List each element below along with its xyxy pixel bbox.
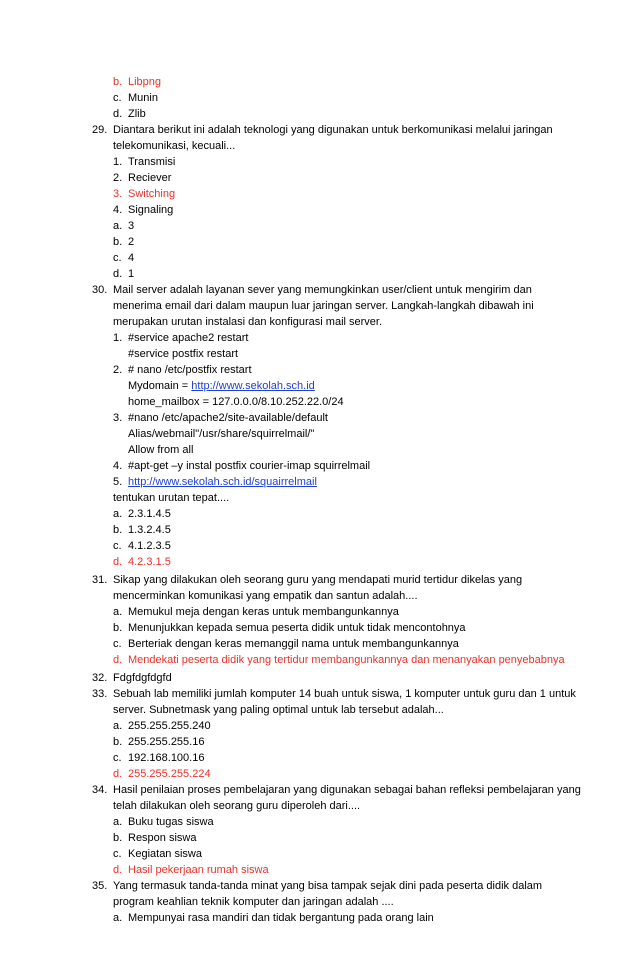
question-30-stem-cont: menerima email dari dalam maupun luar jaringan server. Langkah-langkah dibawah ini: [113, 300, 534, 312]
question-30-step-5: 5. http://www.sekolah.sch.id/squairrelmail: [113, 476, 317, 488]
question-29-item-answer: 3. Switching: [113, 188, 176, 200]
question-30-prompt: tentukan urutan tepat....: [113, 492, 230, 504]
question-number: 32.: [92, 672, 108, 684]
question-31-stem-cont: mencerminkan komunikasi yang empatik dan santun adalah....: [113, 590, 418, 602]
question-31-option: c. Berteriak dengan keras memanggil nama untuk membangunkannya: [113, 638, 459, 650]
question-35-stem-cont: program keahlian teknik komputer dan jaringan adalah ....: [113, 896, 394, 908]
question-30-step-4: 4. #apt-get –y instal postfix courier-imap squirrelmail: [113, 460, 371, 472]
question-number: 29.: [92, 124, 108, 136]
question-number: 33.: [92, 688, 108, 700]
question-30-option-answer: d. 4.2.3.1.5: [113, 556, 171, 568]
question-30-step-3-cont: Allow from all: [128, 444, 194, 456]
question-33-option-answer: d. 255.255.255.224: [113, 768, 211, 780]
question-34-option: c. Kegiatan siswa: [113, 848, 202, 860]
question-31-option-answer: d. Mendekati peserta didik yang tertidur membangunkannya dan menanyakan penyebabnya: [113, 654, 565, 666]
question-33-option: a. 255.255.255.240: [113, 720, 211, 732]
question-29-option: d. 1: [113, 268, 135, 280]
question-number: 31.: [92, 574, 108, 586]
question-33-option: b. 255.255.255.16: [113, 736, 205, 748]
question-30-step-3-cont: Alias/webmail"/usr/share/squirrelmail/": [128, 428, 315, 440]
question-29-option: a. 3: [113, 220, 135, 232]
question-30-step-3: 3. #nano /etc/apache2/site-available/default: [113, 412, 328, 424]
question-34-stem-cont: telah dilakukan oleh seorang guru diperoleh dari....: [113, 800, 361, 812]
question-30-stem: 30. Mail server adalah layanan sever yang memungkinkan user/client untuk mengirim dan: [92, 284, 532, 296]
question-number: 34.: [92, 784, 108, 796]
question-number: 35.: [92, 880, 108, 892]
question-29-option: c. 4: [113, 252, 135, 264]
question-33-stem: 33. Sebuah lab memiliki jumlah komputer 14 buah untuk siswa, 1 komputer untuk guru dan 1 untuk: [92, 688, 576, 700]
question-34-option: b. Respon siswa: [113, 832, 197, 844]
question-number: 30.: [92, 284, 108, 296]
question-33-option: c. 192.168.100.16: [113, 752, 205, 764]
option: d. Zlib: [113, 108, 146, 120]
question-29-item: 4. Signaling: [113, 204, 174, 216]
question-29-stem-cont: telekomunikasi, kecuali...: [113, 140, 236, 152]
question-30-step-2-mydomain: Mydomain = http://www.sekolah.sch.id: [128, 380, 315, 392]
question-30-option: a. 2.3.1.4.5: [113, 508, 171, 520]
question-33-stem-cont: server. Subnetmask yang paling optimal untuk lab tersebut adalah...: [113, 704, 444, 716]
question-29-stem: 29. Diantara berikut ini adalah teknologi yang digunakan untuk berkomunikasi melalui jaringan: [92, 124, 553, 136]
question-31-option: a. Memukul meja dengan keras untuk membangunkannya: [113, 606, 399, 618]
question-29-option: b. 2: [113, 236, 135, 248]
question-32: 32. Fdgfdgfdgfd: [92, 672, 172, 684]
question-31-stem: 31. Sikap yang dilakukan oleh seorang guru yang mendapati murid tertidur dikelas yang: [92, 574, 523, 586]
option: c. Munin: [113, 92, 158, 104]
question-35-stem: 35. Yang termasuk tanda-tanda minat yang bisa tampak sejak dini pada peserta didik dalam: [92, 880, 543, 892]
question-30-step-1: 1. #service apache2 restart: [113, 332, 249, 344]
question-29-item: 1. Transmisi: [113, 156, 176, 168]
question-29-item: 2. Reciever: [113, 172, 172, 184]
question-30-stem-cont: merupakan urutan instalasi dan konfigurasi mail server.: [113, 316, 383, 328]
question-30-option: b. 1.3.2.4.5: [113, 524, 171, 536]
question-34-stem: 34. Hasil penilaian proses pembelajaran yang digunakan sebagai bahan refleksi pembelajaran yang: [92, 784, 581, 796]
answer-option: b. Libpng: [113, 76, 162, 88]
mydomain-link[interactable]: http://www.sekolah.sch.id: [191, 380, 315, 392]
question-30-step-1-cont: #service postfix restart: [128, 348, 239, 360]
squirrelmail-link[interactable]: http://www.sekolah.sch.id/squairrelmail: [128, 476, 317, 488]
question-30-step-2: 2. # nano /etc/postfix restart: [113, 364, 252, 376]
question-34-option-answer: d. Hasil pekerjaan rumah siswa: [113, 864, 269, 876]
question-30-step-2-cont: home_mailbox = 127.0.0.0/8.10.252.22.0/24: [128, 396, 344, 408]
question-34-option: a. Buku tugas siswa: [113, 816, 214, 828]
question-35-option: a. Mempunyai rasa mandiri dan tidak bergantung pada orang lain: [113, 912, 434, 924]
question-31-option: b. Menunjukkan kepada semua peserta didik untuk tidak mencontohnya: [113, 622, 466, 634]
question-30-option: c. 4.1.2.3.5: [113, 540, 171, 552]
